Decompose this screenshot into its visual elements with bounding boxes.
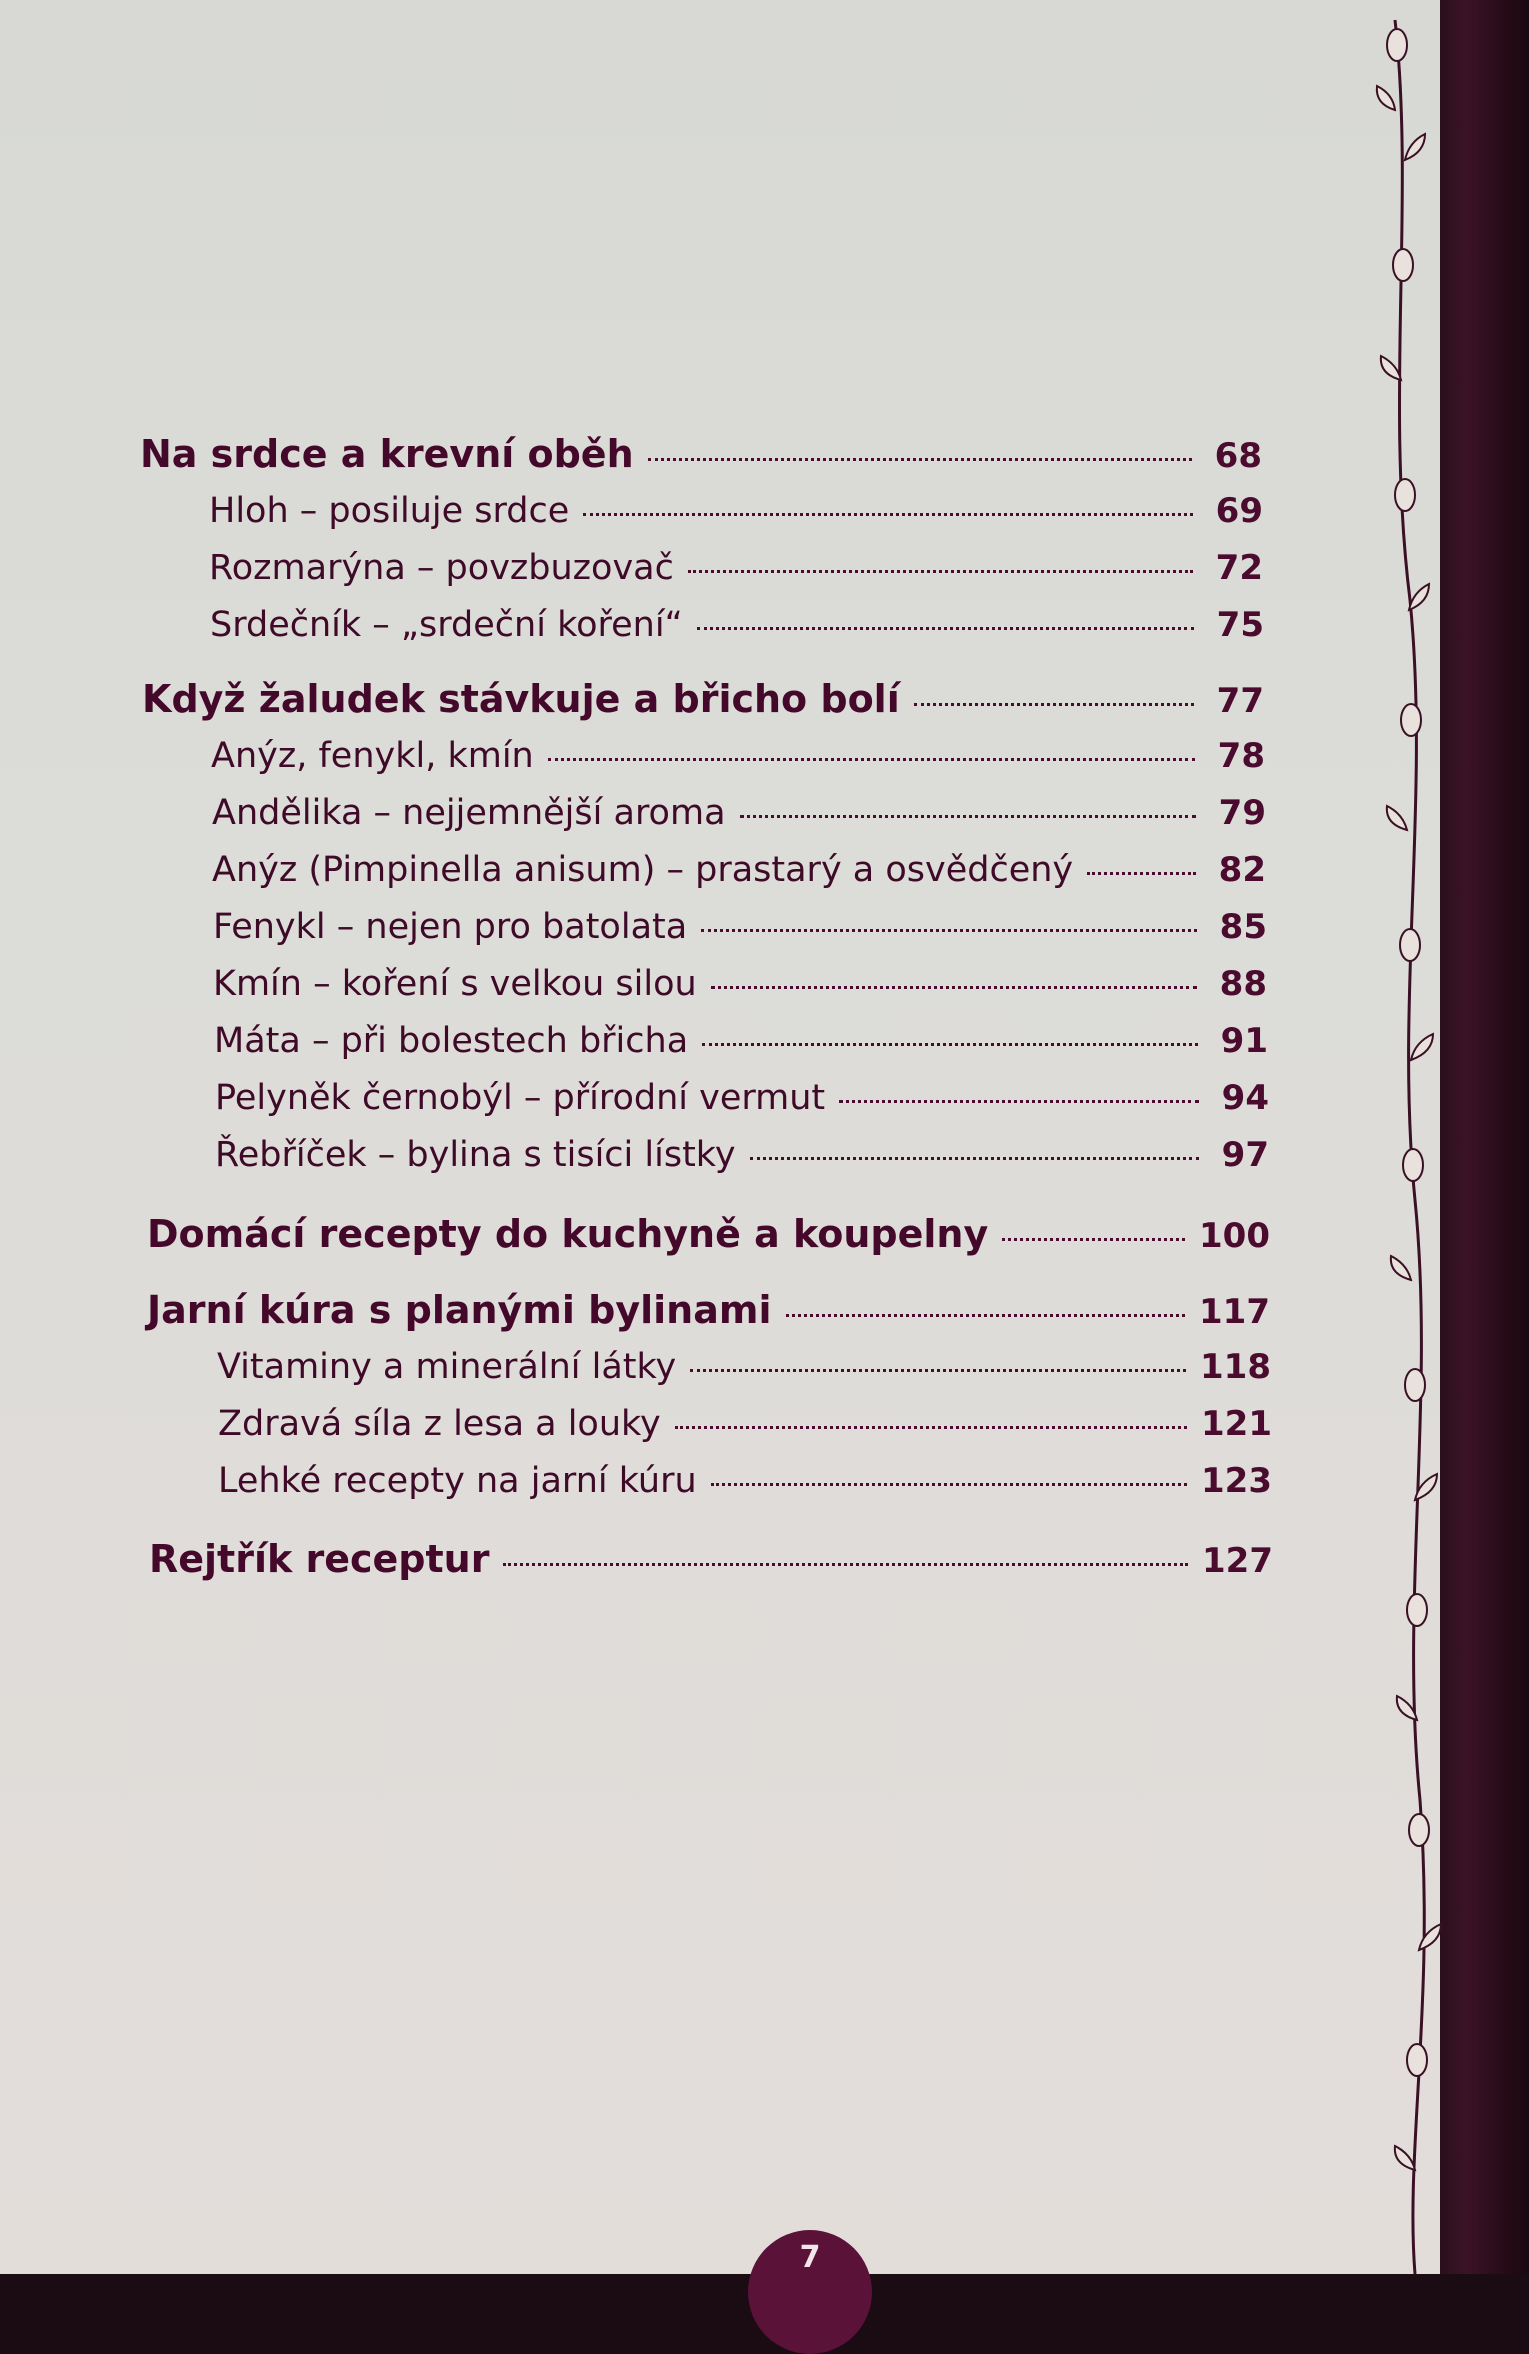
toc-entry-title: Anýz (Pimpinella anisum) – prastarý a osvědčený — [212, 850, 1074, 890]
toc-entry-page-number: 77 — [1216, 681, 1264, 721]
toc-entry-title: Zdravá síla z lesa a louky — [218, 1404, 661, 1444]
toc-entry-page-number: 94 — [1221, 1078, 1269, 1118]
toc-entry-title: Jarní kúra s planými bylinami — [147, 1288, 772, 1332]
dot-leader — [690, 1369, 1186, 1372]
toc-chapter-entry — [147, 1288, 1270, 1332]
toc-entry-page-number: 68 — [1214, 436, 1262, 476]
toc-entry-page-number: 117 — [1199, 1292, 1270, 1332]
toc-entry-page-number: 123 — [1201, 1461, 1272, 1501]
toc-entry-title: Pelyněk černobýl – přírodní vermut — [215, 1078, 826, 1118]
dot-leader — [688, 570, 1193, 573]
toc-subentry — [213, 964, 1267, 1004]
toc-entry-title: Na srdce a krevní oběh — [140, 432, 634, 476]
toc-entry-title: Fenykl – nejen pro batolata — [213, 907, 688, 947]
toc-subentry — [209, 548, 1263, 588]
toc-entry-page-number: 79 — [1218, 793, 1266, 833]
toc-entry-page-number: 121 — [1201, 1404, 1272, 1444]
dot-leader — [740, 815, 1196, 818]
toc-entry-page-number: 72 — [1215, 548, 1263, 588]
toc-entry-page-number: 88 — [1219, 964, 1267, 1004]
dot-leader — [675, 1426, 1187, 1429]
toc-entry-title: Vitaminy a minerální látky — [217, 1347, 677, 1387]
dot-leader — [701, 929, 1197, 932]
toc-chapter-entry — [149, 1537, 1273, 1581]
page-number: 7 — [799, 2240, 821, 2275]
toc-entry-page-number: 118 — [1200, 1347, 1271, 1387]
toc-entry-title: Když žaludek stávkuje a břicho bolí — [142, 677, 900, 721]
toc-entry-title: Andělika – nejjemnější aroma — [212, 793, 726, 833]
toc-entry-title: Řebříček – bylina s tisíci lístky — [215, 1135, 736, 1175]
toc-subentry — [217, 1347, 1271, 1387]
toc-entry-page-number: 100 — [1199, 1216, 1270, 1256]
toc-chapter-entry — [142, 677, 1264, 721]
dot-leader — [503, 1563, 1188, 1566]
toc-entry-title: Lehké recepty na jarní kúru — [218, 1461, 697, 1501]
toc-subentry — [215, 1078, 1269, 1118]
toc-subentry — [213, 907, 1267, 947]
page-number-badge — [748, 2230, 872, 2354]
toc-subentry — [218, 1404, 1272, 1444]
dot-leader — [648, 458, 1192, 461]
dot-leader — [711, 986, 1197, 989]
toc-entry-page-number: 91 — [1220, 1021, 1268, 1061]
toc-entry-title: Kmín – koření s velkou silou — [213, 964, 697, 1004]
toc-subentry — [209, 491, 1263, 531]
toc-entry-title: Rejtřík receptur — [149, 1537, 490, 1581]
toc-chapter-entry — [147, 1212, 1270, 1256]
dot-leader — [914, 703, 1194, 706]
toc-entry-page-number: 75 — [1216, 605, 1264, 645]
toc-subentry — [212, 793, 1266, 833]
dot-leader — [583, 513, 1193, 516]
toc-entry-title: Máta – při bolestech břicha — [214, 1021, 689, 1061]
toc-entry-title: Srdečník – „srdeční koření“ — [210, 605, 683, 645]
dot-leader — [750, 1157, 1199, 1160]
toc-entry-title: Hloh – posiluje srdce — [209, 491, 570, 531]
toc-entry-page-number: 82 — [1218, 850, 1266, 890]
dot-leader — [839, 1100, 1199, 1103]
toc-entry-title: Anýz, fenykl, kmín — [211, 736, 534, 776]
toc-subentry — [211, 736, 1265, 776]
dot-leader — [702, 1043, 1198, 1046]
dot-leader — [548, 758, 1195, 761]
dot-leader — [697, 627, 1194, 630]
dot-leader — [1087, 872, 1196, 875]
toc-subentry — [214, 1021, 1268, 1061]
toc-entry-page-number: 69 — [1215, 491, 1263, 531]
dot-leader — [711, 1483, 1187, 1486]
toc-chapter-entry — [140, 432, 1262, 476]
toc-entry-page-number: 97 — [1221, 1135, 1269, 1175]
toc-subentry — [212, 850, 1266, 890]
dot-leader — [786, 1314, 1186, 1317]
toc-entry-page-number: 127 — [1202, 1541, 1273, 1581]
toc-subentry — [210, 605, 1264, 645]
toc-subentry — [218, 1461, 1272, 1501]
toc-entry-page-number: 85 — [1219, 907, 1267, 947]
toc-subentry — [215, 1135, 1269, 1175]
toc-entry-page-number: 78 — [1217, 736, 1265, 776]
dot-leader — [1002, 1238, 1185, 1241]
toc-entry-title: Domácí recepty do kuchyně a koupelny — [147, 1212, 989, 1256]
toc-entry-title: Rozmarýna – povzbuzovač — [209, 548, 674, 588]
